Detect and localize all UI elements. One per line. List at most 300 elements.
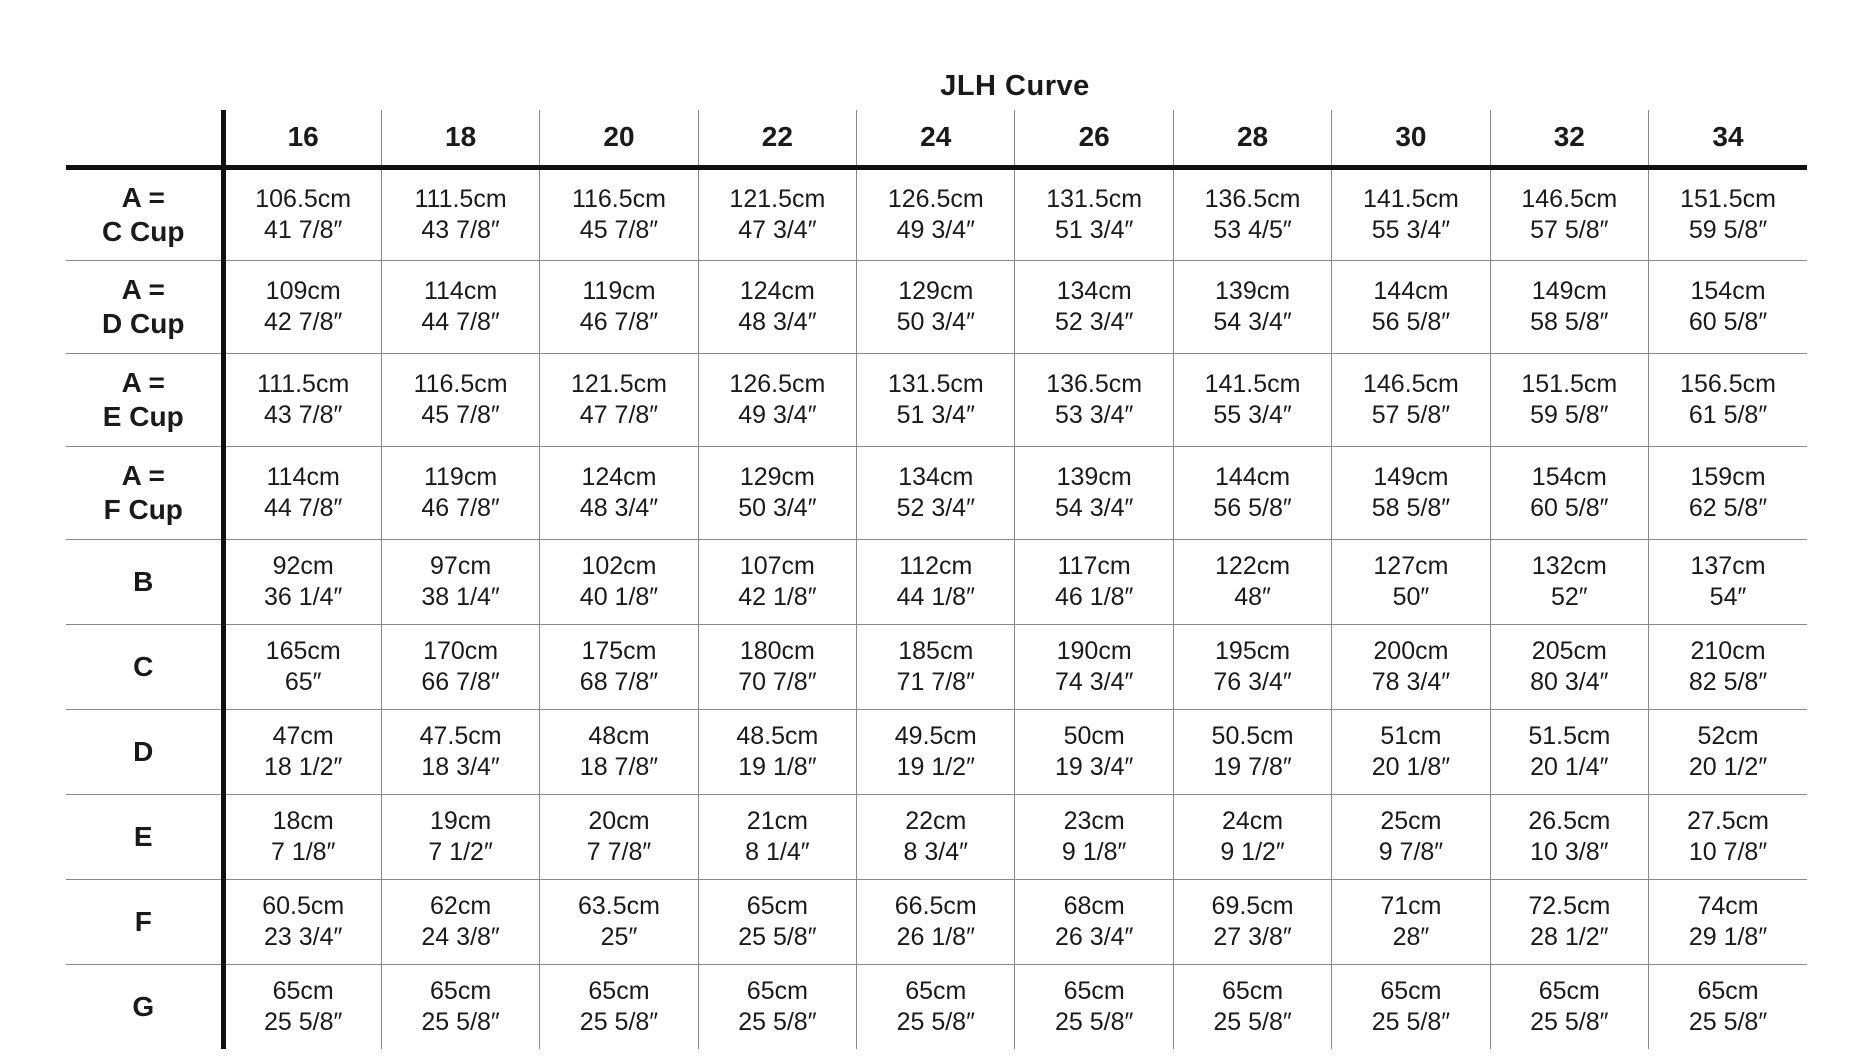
measurement-cm: 185cm <box>898 636 974 665</box>
measurement-inch: 18 3/4″ <box>421 752 500 781</box>
measurement-cell <box>223 964 381 1049</box>
table-row <box>66 709 1807 794</box>
measurement-cm: 126.5cm <box>887 184 984 213</box>
measurement-cell <box>381 624 539 709</box>
measurement-cell <box>540 964 698 1049</box>
measurement-cell <box>857 353 1015 446</box>
measurement-cm: 62cm <box>430 891 492 920</box>
measurement-inch: 25 5/8″ <box>1054 1007 1134 1036</box>
measurement-cm: 49.5cm <box>894 721 977 750</box>
row-label <box>66 167 223 260</box>
measurement-cell <box>1490 624 1648 709</box>
measurement-cell <box>381 260 539 353</box>
measurement-cell <box>1649 624 1807 709</box>
measurement-cm: 116.5cm <box>571 184 666 213</box>
measurement-cm: 175cm <box>581 636 657 665</box>
measurement-cm: 126.5cm <box>729 369 826 398</box>
measurement-cell <box>1332 539 1490 624</box>
measurement-inch: 44 7/8″ <box>264 493 343 522</box>
measurement-cell <box>223 709 381 794</box>
measurement-cm: 92cm <box>272 551 334 580</box>
measurement-cell <box>1649 260 1807 353</box>
row-label <box>66 964 223 1049</box>
measurement-cm: 102cm <box>581 551 657 580</box>
measurement-inch: 7 1/2″ <box>428 837 493 866</box>
measurement-cell <box>1332 879 1490 964</box>
measurement-cell <box>1173 446 1331 539</box>
measurement-cm: 72.5cm <box>1528 891 1611 920</box>
measurement-cm: 141.5cm <box>1362 184 1459 213</box>
row-label-line1: E <box>133 820 153 852</box>
measurement-inch: 43 7/8″ <box>421 215 500 244</box>
measurement-cm: 47.5cm <box>419 721 502 750</box>
measurement-cm: 159cm <box>1690 462 1766 491</box>
row-label-line1: G <box>132 990 155 1022</box>
row-label <box>66 260 223 353</box>
measurement-inch: 41 7/8″ <box>264 215 343 244</box>
measurement-inch: 23 3/4″ <box>264 922 343 951</box>
column-header-size: 18 <box>381 110 539 167</box>
measurement-inch: 48″ <box>1234 582 1271 611</box>
measurement-cm: 119cm <box>423 462 498 491</box>
measurement-inch: 25 5/8″ <box>738 922 817 951</box>
measurement-cell <box>540 624 698 709</box>
measurement-cell <box>857 167 1015 260</box>
measurement-cell <box>381 167 539 260</box>
measurement-cm: 119cm <box>582 276 656 305</box>
column-header-size: 22 <box>698 110 856 167</box>
measurement-cell <box>1015 709 1173 794</box>
measurement-cell <box>1332 167 1490 260</box>
measurement-cell <box>1332 709 1490 794</box>
measurement-cell <box>223 794 381 879</box>
measurement-cm: 210cm <box>1690 636 1766 665</box>
measurement-inch: 48 3/4″ <box>738 307 817 336</box>
measurement-cell <box>698 709 856 794</box>
measurement-cell <box>1490 879 1648 964</box>
row-label-line1: A = <box>121 366 165 398</box>
measurement-cm: 156.5cm <box>1680 369 1776 398</box>
measurement-inch: 19 1/8″ <box>738 752 817 781</box>
measurement-cm: 24cm <box>1221 806 1284 835</box>
measurement-inch: 49 3/4″ <box>738 400 817 429</box>
measurement-cm: 65cm <box>1221 976 1284 1005</box>
measurement-cm: 97cm <box>430 551 492 580</box>
measurement-inch: 61 5/8″ <box>1688 400 1768 429</box>
measurement-inch: 10 7/8″ <box>1688 837 1768 866</box>
measurement-cell <box>698 446 856 539</box>
measurement-inch: 7 7/8″ <box>586 837 652 866</box>
measurement-inch: 52 3/4″ <box>1054 307 1134 336</box>
measurement-inch: 25 5/8″ <box>1213 1007 1292 1036</box>
measurement-cm: 190cm <box>1056 636 1132 665</box>
measurement-inch: 19 1/2″ <box>896 752 975 781</box>
measurement-cell <box>1173 167 1331 260</box>
table-row <box>66 879 1807 964</box>
measurement-cell <box>1332 794 1490 879</box>
measurement-cell <box>698 624 856 709</box>
measurement-cell <box>1490 446 1648 539</box>
measurement-cell <box>1490 794 1648 879</box>
measurement-cm: 65cm <box>1063 976 1125 1005</box>
measurement-cm: 48cm <box>588 721 650 750</box>
measurement-cm: 151.5cm <box>1521 369 1618 398</box>
measurement-inch: 59 5/8″ <box>1688 215 1768 244</box>
table-row <box>66 794 1807 879</box>
measurement-cell <box>1649 709 1807 794</box>
measurement-inch: 47 3/4″ <box>738 215 817 244</box>
measurement-cell <box>1649 879 1807 964</box>
measurement-cm: 47cm <box>272 721 334 750</box>
measurement-cm: 124cm <box>739 276 815 305</box>
measurement-cell <box>381 794 539 879</box>
measurement-cell <box>1332 964 1490 1049</box>
measurement-cm: 134cm <box>1056 276 1132 305</box>
measurement-cm: 65cm <box>746 976 808 1005</box>
measurement-inch: 55 3/4″ <box>1213 400 1292 429</box>
measurement-inch: 25 5/8″ <box>421 1007 500 1036</box>
measurement-cell <box>1332 446 1490 539</box>
measurement-cell <box>1649 539 1807 624</box>
measurement-inch: 76 3/4″ <box>1213 667 1292 696</box>
measurement-cm: 22cm <box>905 806 967 835</box>
measurement-cm: 149cm <box>1373 462 1449 491</box>
measurement-cm: 51.5cm <box>1528 721 1611 750</box>
measurement-inch: 44 1/8″ <box>896 582 975 611</box>
measurement-inch: 54 3/4″ <box>1213 307 1292 336</box>
measurement-inch: 57 5/8″ <box>1530 215 1609 244</box>
measurement-cm: 146.5cm <box>1362 369 1459 398</box>
measurement-cell <box>1015 624 1173 709</box>
measurement-cell <box>223 624 381 709</box>
measurement-cell <box>540 353 698 446</box>
measurement-cm: 65cm <box>588 976 650 1005</box>
table-body <box>66 167 1807 1049</box>
measurement-inch: 60 5/8″ <box>1530 493 1609 522</box>
measurement-cm: 141.5cm <box>1204 369 1301 398</box>
measurement-cell <box>1173 260 1331 353</box>
measurement-inch: 49 3/4″ <box>896 215 975 244</box>
measurement-cell <box>698 539 856 624</box>
measurement-cell <box>857 794 1015 879</box>
measurement-cell <box>540 879 698 964</box>
measurement-inch: 58 5/8″ <box>1530 307 1609 336</box>
measurement-inch: 26 1/8″ <box>896 922 975 951</box>
row-label <box>66 794 223 879</box>
row-label-line1: A = <box>121 181 165 213</box>
table-row <box>66 539 1807 624</box>
measurement-inch: 9 1/8″ <box>1061 837 1127 866</box>
measurement-cm: 180cm <box>739 636 815 665</box>
measurement-inch: 57 5/8″ <box>1371 400 1451 429</box>
measurement-inch: 20 1/4″ <box>1530 752 1609 781</box>
measurement-cm: 170cm <box>423 636 499 665</box>
measurement-inch: 80 3/4″ <box>1530 667 1609 696</box>
measurement-cell <box>1173 539 1331 624</box>
measurement-cell <box>857 624 1015 709</box>
measurement-cm: 205cm <box>1531 636 1607 665</box>
table-row <box>66 167 1807 260</box>
measurement-cm: 65cm <box>272 976 334 1005</box>
measurement-inch: 56 5/8″ <box>1213 493 1292 522</box>
row-label-line1: D <box>133 735 154 767</box>
measurement-inch: 43 7/8″ <box>264 400 343 429</box>
table-row <box>66 964 1807 1049</box>
table-row <box>66 353 1807 446</box>
measurement-cm: 136.5cm <box>1046 369 1143 398</box>
measurement-cell <box>1173 794 1331 879</box>
measurement-inch: 60 5/8″ <box>1688 307 1768 336</box>
measurement-cell <box>857 260 1015 353</box>
measurement-inch: 28″ <box>1392 922 1430 951</box>
measurement-cm: 21cm <box>746 806 808 835</box>
measurement-inch: 20 1/8″ <box>1371 752 1451 781</box>
row-label <box>66 624 223 709</box>
measurement-inch: 42 1/8″ <box>738 582 817 611</box>
measurement-cell <box>223 879 381 964</box>
measurement-cm: 111.5cm <box>414 184 507 213</box>
column-header-size: 16 <box>223 110 381 167</box>
measurement-cm: 65cm <box>905 976 967 1005</box>
measurement-cell <box>1332 624 1490 709</box>
column-header-size: 24 <box>857 110 1015 167</box>
measurement-cell <box>223 167 381 260</box>
row-label <box>66 709 223 794</box>
measurement-cm: 122cm <box>1215 551 1291 580</box>
column-header-size: 26 <box>1015 110 1173 167</box>
row-label-line2: C Cup <box>102 215 185 247</box>
measurement-cell <box>1015 260 1173 353</box>
measurement-cm: 195cm <box>1215 636 1291 665</box>
measurement-cell <box>857 709 1015 794</box>
measurement-cell <box>1490 353 1648 446</box>
measurement-cm: 19cm <box>430 806 492 835</box>
measurement-inch: 27 3/8″ <box>1213 922 1292 951</box>
measurement-inch: 46 7/8″ <box>579 307 659 336</box>
measurement-cell <box>540 709 698 794</box>
measurement-cm: 117cm <box>1057 551 1131 580</box>
measurement-cell <box>698 260 856 353</box>
measurement-cm: 107cm <box>739 551 815 580</box>
measurement-cell <box>1173 709 1331 794</box>
measurement-inch: 55 3/4″ <box>1371 215 1451 244</box>
measurement-inch: 40 1/8″ <box>579 582 659 611</box>
measurement-inch: 53 4/5″ <box>1213 215 1292 244</box>
measurement-inch: 25 5/8″ <box>264 1007 343 1036</box>
measurement-inch: 78 3/4″ <box>1371 667 1451 696</box>
measurement-cm: 52cm <box>1697 721 1759 750</box>
measurement-inch: 68 7/8″ <box>579 667 659 696</box>
table-row <box>66 446 1807 539</box>
measurement-cm: 65cm <box>1538 976 1600 1005</box>
measurement-cell <box>540 539 698 624</box>
measurement-inch: 51 3/4″ <box>1054 215 1134 244</box>
measurement-cell <box>223 353 381 446</box>
measurement-inch: 82 5/8″ <box>1688 667 1768 696</box>
measurement-cell <box>1649 353 1807 446</box>
measurement-inch: 28 1/2″ <box>1530 922 1609 951</box>
measurement-cell <box>698 167 856 260</box>
measurement-cm: 116.5cm <box>413 369 508 398</box>
measurement-cell <box>381 446 539 539</box>
measurement-cell <box>1649 794 1807 879</box>
column-header-size: 30 <box>1332 110 1490 167</box>
measurement-inch: 42 7/8″ <box>264 307 343 336</box>
measurement-cell <box>540 794 698 879</box>
measurement-cm: 111.5cm <box>257 369 350 398</box>
measurement-cm: 20cm <box>588 806 650 835</box>
measurement-cm: 131.5cm <box>887 369 984 398</box>
header-row <box>66 110 1807 167</box>
measurement-inch: 18 1/2″ <box>264 752 343 781</box>
measurement-cm: 154cm <box>1531 462 1607 491</box>
measurement-cm: 63.5cm <box>577 891 660 920</box>
measurement-cm: 65cm <box>430 976 492 1005</box>
measurement-cm: 65cm <box>1697 976 1759 1005</box>
measurement-cell <box>1015 794 1173 879</box>
measurement-inch: 36 1/4″ <box>264 582 343 611</box>
measurement-inch: 25 5/8″ <box>896 1007 975 1036</box>
measurement-cm: 124cm <box>581 462 657 491</box>
row-label <box>66 353 223 446</box>
row-label-line2: E Cup <box>102 400 184 432</box>
measurement-inch: 7 1/8″ <box>270 837 336 866</box>
table-header <box>66 110 1807 167</box>
measurement-inch: 50″ <box>1392 582 1430 611</box>
measurement-cm: 127cm <box>1373 551 1449 580</box>
measurement-cm: 154cm <box>1690 276 1766 305</box>
measurement-cell <box>1015 539 1173 624</box>
measurement-inch: 19 7/8″ <box>1213 752 1292 781</box>
measurement-cm: 106.5cm <box>255 184 352 213</box>
measurement-cell <box>1490 964 1648 1049</box>
measurement-inch: 25 5/8″ <box>1371 1007 1451 1036</box>
measurement-cm: 139cm <box>1056 462 1132 491</box>
measurement-inch: 25 5/8″ <box>1530 1007 1609 1036</box>
column-header-size: 32 <box>1490 110 1648 167</box>
measurement-cell <box>698 879 856 964</box>
measurement-cm: 151.5cm <box>1680 184 1776 213</box>
measurement-inch: 44 7/8″ <box>421 307 500 336</box>
measurement-inch: 51 3/4″ <box>896 400 975 429</box>
measurement-inch: 25 5/8″ <box>1688 1007 1768 1036</box>
measurement-cell <box>1015 353 1173 446</box>
measurement-cell <box>540 167 698 260</box>
measurement-inch: 56 5/8″ <box>1371 307 1451 336</box>
measurement-cell <box>1173 879 1331 964</box>
measurement-inch: 52″ <box>1550 582 1588 611</box>
measurement-cell <box>857 964 1015 1049</box>
measurement-cm: 137cm <box>1690 551 1766 580</box>
measurement-inch: 66 7/8″ <box>421 667 500 696</box>
measurement-cm: 74cm <box>1697 891 1759 920</box>
measurement-cell <box>381 539 539 624</box>
measurement-cell <box>1649 446 1807 539</box>
measurement-cell <box>1015 167 1173 260</box>
measurement-cell <box>540 446 698 539</box>
measurement-cm: 139cm <box>1215 276 1291 305</box>
measurement-inch: 24 3/8″ <box>421 922 500 951</box>
column-header-size: 20 <box>540 110 698 167</box>
measurement-cell <box>857 446 1015 539</box>
row-label-line1: B <box>133 565 154 597</box>
measurement-inch: 19 3/4″ <box>1054 752 1134 781</box>
measurement-inch: 38 1/4″ <box>421 582 500 611</box>
row-label-line2: F Cup <box>103 493 183 525</box>
measurement-cm: 134cm <box>898 462 974 491</box>
measurement-cm: 144cm <box>1373 276 1449 305</box>
measurement-cm: 71cm <box>1380 891 1442 920</box>
measurement-cell <box>1490 539 1648 624</box>
measurement-cm: 132cm <box>1531 551 1607 580</box>
measurement-inch: 53 3/4″ <box>1054 400 1134 429</box>
measurement-inch: 25 5/8″ <box>579 1007 659 1036</box>
measurement-cm: 18cm <box>272 806 334 835</box>
measurement-cell <box>1649 964 1807 1049</box>
measurement-cell <box>1490 709 1648 794</box>
measurement-cm: 66.5cm <box>894 891 977 920</box>
measurement-cm: 131.5cm <box>1046 184 1143 213</box>
measurement-cell <box>1490 167 1648 260</box>
size-chart-table <box>66 110 1807 1049</box>
measurement-cm: 51cm <box>1380 721 1442 750</box>
measurement-cell <box>1173 353 1331 446</box>
column-header-size: 34 <box>1649 110 1807 167</box>
row-label-line1: F <box>134 905 152 937</box>
measurement-cell <box>1015 446 1173 539</box>
measurement-cm: 25cm <box>1380 806 1442 835</box>
measurement-cm: 114cm <box>266 462 340 491</box>
measurement-inch: 70 7/8″ <box>738 667 817 696</box>
measurement-inch: 74 3/4″ <box>1054 667 1134 696</box>
measurement-cm: 129cm <box>739 462 815 491</box>
measurement-inch: 8 1/4″ <box>745 837 810 866</box>
measurement-inch: 46 7/8″ <box>421 493 500 522</box>
measurement-cell <box>1173 964 1331 1049</box>
row-label <box>66 446 223 539</box>
measurement-cell <box>381 353 539 446</box>
measurement-inch: 18 7/8″ <box>579 752 659 781</box>
measurement-inch: 65″ <box>284 667 322 696</box>
measurement-cm: 114cm <box>423 276 498 305</box>
measurement-inch: 52 3/4″ <box>896 493 975 522</box>
measurement-cm: 48.5cm <box>736 721 819 750</box>
measurement-cm: 112cm <box>899 551 973 580</box>
measurement-inch: 48 3/4″ <box>579 493 659 522</box>
measurement-cm: 121.5cm <box>729 184 826 213</box>
measurement-cm: 129cm <box>898 276 974 305</box>
measurement-cell <box>223 539 381 624</box>
measurement-inch: 8 3/4″ <box>903 837 968 866</box>
measurement-cm: 27.5cm <box>1687 806 1769 835</box>
measurement-inch: 45 7/8″ <box>421 400 500 429</box>
measurement-cell <box>1332 353 1490 446</box>
measurement-cell <box>381 964 539 1049</box>
measurement-cm: 65cm <box>746 891 808 920</box>
header-corner-cell <box>66 110 223 167</box>
measurement-cell <box>381 709 539 794</box>
measurement-inch: 45 7/8″ <box>579 215 659 244</box>
measurement-cm: 50.5cm <box>1211 721 1294 750</box>
measurement-cm: 165cm <box>265 636 341 665</box>
measurement-cell <box>698 964 856 1049</box>
measurement-inch: 50 3/4″ <box>738 493 817 522</box>
measurement-cm: 68cm <box>1063 891 1125 920</box>
row-label-line1: A = <box>121 273 165 305</box>
measurement-inch: 26 3/4″ <box>1054 922 1134 951</box>
measurement-cell <box>381 879 539 964</box>
table-row <box>66 260 1807 353</box>
